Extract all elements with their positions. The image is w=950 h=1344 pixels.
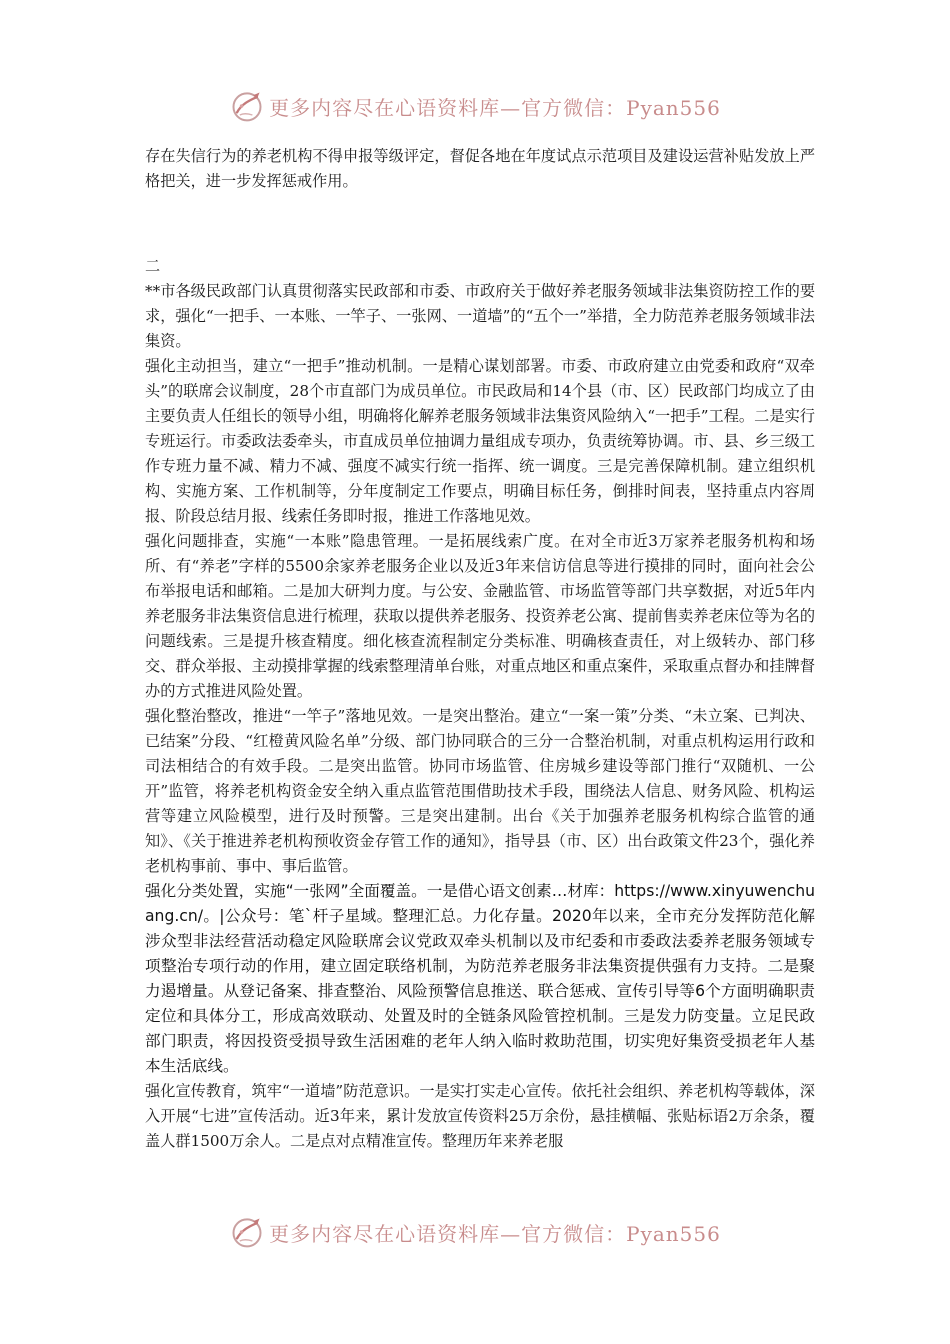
writing-hand-logo-icon <box>229 1214 265 1250</box>
section-heading: 二 <box>145 257 161 275</box>
watermark-text: 更多内容尽在心语资料库—官方微信：Pyan556 <box>269 1221 721 1246</box>
document-body <box>145 144 815 1154</box>
lead-paragraph: **市各级民政部门认真贯彻落实民政部和市委、市政府关于做好养老服务领域非法集资防控工作的要求，强化“一把手、一本账、一竿子、一张网、一道墙”的“五个一”举措，全力防范养老服务领域非法集资。 <box>145 282 815 350</box>
writing-hand-logo-icon <box>229 88 265 124</box>
paragraph-yibashou: 强化主动担当，建立“一把手”推动机制。一是精心谋划部署。市委、市政府建立由党委和政府“双牵头”的联席会议制度，28个市直部门为成员单位。市民政局和14个县（市、区）民政部门均成立了由主要负责人任组长的领导小组，明确将化解养老服务领域非法集资风险纳入“一把手”工程。二是实行专班运行。市委政法委牵头，市直成员单位抽调力量组成专项办，负责统筹协调。市、县、乡三级工作专班力量不减、精力不减、强度不减实行统一指挥、统一调度。三是完善保障机制。建立组织机构、实施方案、工作机制等，分年度制定工作要点，明确目标任务，倒排时间表，坚持重点内容周报、阶段总结月报、线索任务即时报，推进工作落地见效。 <box>145 357 815 525</box>
intro-paragraph: 存在失信行为的养老机构不得申报等级评定，督促各地在年度试点示范项目及建设运营补贴发放上严格把关，进一步发挥惩戒作用。 <box>145 147 815 190</box>
paragraph-yibenzhang: 强化问题排查，实施“一本账”隐患管理。一是拓展线索广度。在对全市近3万家养老服务机构和场所、有“养老”字样的5500余家养老服务企业以及近3年来信访信息等进行摸排的同时，面向社会公布举报电话和邮箱。二是加大研判力度。与公安、金融监管、市场监管等部门共享数据，对近5年内养老服务非法集资信息进行梳理，获取以提供养老服务、投资养老公寓、提前售卖养老床位等为名的问题线索。三是提升核查精度。细化核查流程制定分类标准、明确核查责任，对上级转办、部门移交、群众举报、主动摸排掌握的线索整理清单台账，对重点地区和重点案件，采取重点督办和挂牌督办的方式推进风险处置。 <box>145 532 815 700</box>
paragraph-yizhangwang: 强化分类处置，实施“一张网”全面覆盖。一是借心语文创素…材库：https://www.xinyuwenchuang.cn/。|公众号：笔`杆子星域。整理汇总。力化存量。2020年以来，全市充分发挥防范化解涉众型非法经营活动稳定风险联席会议党政双牵头机制以及市纪委和市委政法委养老服务领域专项整治专项行动的作用，建立固定联络机制，为防范养老服务非法集资提供强有力支持。二是聚力遏增量。从登记备案、排查整治、风险预警信息推送、联合惩戒、宣传引导等6个方面明确职责定位和具体分工，形成高效联动、处置及时的全链条风险管控机制。三是发力防变量。立足民政部门职责，将因投资受损导致生活困难的老年人纳入临时救助范围，切实兜好集资受损老年人基本生活底线。 <box>145 882 815 1075</box>
watermark-banner-bottom <box>0 1212 950 1252</box>
paragraph-yiganzi: 强化整治整改，推进“一竿子”落地见效。一是突出整治。建立“一案一策”分类、“未立案、已判决、已结案”分段、“红橙黄风险名单”分级、部门协同联合的三分一合整治机制，对重点机构运用行政和司法相结合的有效手段。二是突出监管。协同市场监管、住房城乡建设等部门推行“双随机、一公开”监管，将养老机构资金安全纳入重点监管范围借助技术手段，围绕法人信息、财务风险、机构运营等建立风险模型，进行及时预警。三是突出建制。出台《关于加强养老服务机构综合监管的通知》、《关于推进养老机构预收资金存管工作的通知》，指导县（市、区）出台政策文件23个，强化养老机构事前、事中、事后监管。 <box>145 707 815 875</box>
paragraph-yidaoqiang: 强化宣传教育，筑牢“一道墙”防范意识。一是实打实走心宣传。依托社会组织、养老机构等载体，深入开展“七进”宣传活动。近3年来，累计发放宣传资料25万余份，悬挂横幅、张贴标语2万余条，覆盖人群1500万余人。二是点对点精准宣传。整理历年来养老服 <box>145 1082 815 1150</box>
watermark-banner-top <box>0 86 950 126</box>
watermark-text: 更多内容尽在心语资料库—官方微信：Pyan556 <box>269 95 721 120</box>
